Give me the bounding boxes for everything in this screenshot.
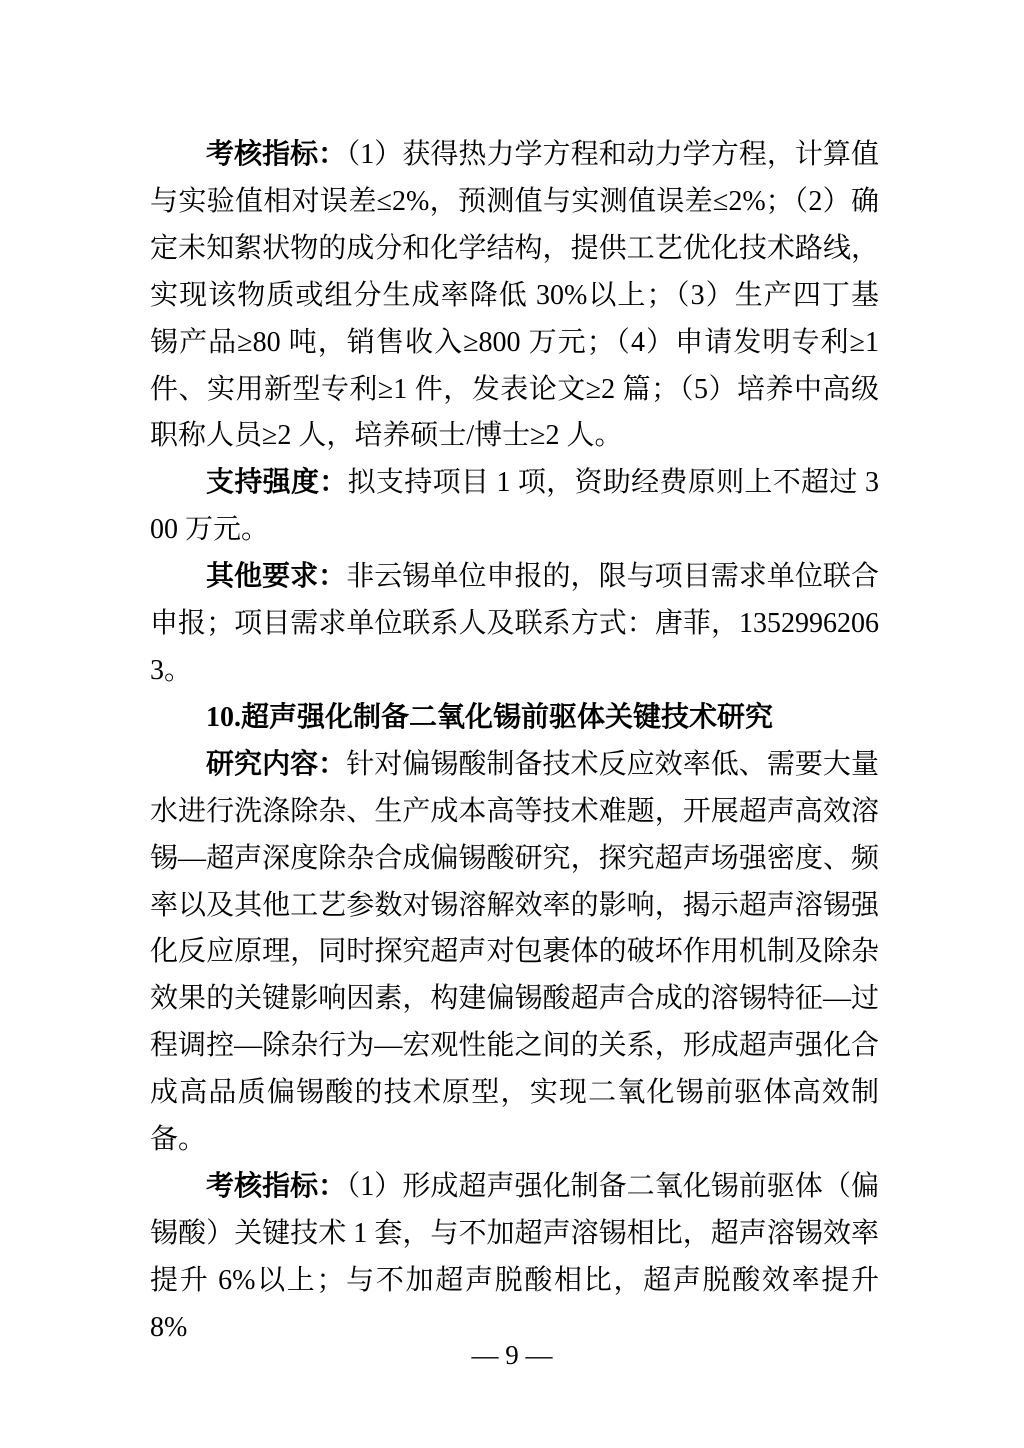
paragraph-text-assessment-indicators-2: （1）形成超声强化制备二氧化锡前驱体（偏锡酸）关键技术 1 套，与不加超声溶锡相比，超声溶锡效率提升 6%以上；与不加超声脱酸相比，超声脱酸效率提升 8% xyxy=(150,1170,879,1343)
paragraph-text-research-content: 针对偏锡酸制备技术反应效率低、需要大量水进行洗涤除杂、生产成本高等技术难题，开展超声高效溶锡—超声深度除杂合成偏锡酸研究，探究超声场强密度、频率以及其他工艺参数对锡溶解效率的影响，揭示超声溶锡强化反应原理，同时探究超声对包裹体的破坏作用机制及除杂效果的关键影响因素，构建偏锡酸超声合成的溶锡特征—过程调控—除杂行为—宏观性能之间的关系，形成超声强化合成高品质偏锡酸的技术原型，实现二氧化锡前驱体高效制备。 xyxy=(150,748,879,1156)
paragraph-assessment-indicators-project10 xyxy=(150,1164,879,1352)
paragraph-label-research-content: 研究内容： xyxy=(206,748,347,780)
paragraph-other-requirements xyxy=(150,554,879,695)
page-number: — 9 — xyxy=(471,1340,553,1370)
paragraph-research-content xyxy=(150,742,879,1164)
paragraph-text-other-requirements: 非云锡单位申报的，限与项目需求单位联合申报；项目需求单位联系人及联系方式：唐菲，13529962063。 xyxy=(150,561,879,686)
paragraph-label-other-requirements: 其他要求： xyxy=(206,561,347,593)
paragraph-assessment-indicators-project9 xyxy=(150,132,879,460)
document-body xyxy=(150,132,879,1352)
section-heading-topic-10: 10.超声强化制备二氧化锡前驱体关键技术研究 xyxy=(206,701,774,733)
paragraph-label-support-strength: 支持强度： xyxy=(206,467,348,499)
paragraph-text-support-strength: 拟支持项目 1 项，资助经费原则上不超过 300 万元。 xyxy=(150,467,879,546)
paragraph-support-strength xyxy=(150,460,879,554)
paragraph-label-assessment-indicators-2: 考核指标： xyxy=(206,1170,347,1202)
paragraph-text-assessment-indicators: （1）获得热力学方程和动力学方程，计算值与实验值相对误差≤2%，预测值与实测值误差≤2%；（2）确定未知絮状物的成分和化学结构，提供工艺优化技术路线，实现该物质或组分生成率降低 30%以上；（3）生产四丁基锡产品≥80 吨，销售收入≥800 万元；（4）申请发明专利≥1 件、实用新型专利≥1 件，发表论文≥2 篇；（5）培养中高级职称人员≥2 人，培养硕士/博士≥2 人。 xyxy=(150,139,879,452)
paragraph-label-assessment-indicators: 考核指标： xyxy=(206,139,347,170)
